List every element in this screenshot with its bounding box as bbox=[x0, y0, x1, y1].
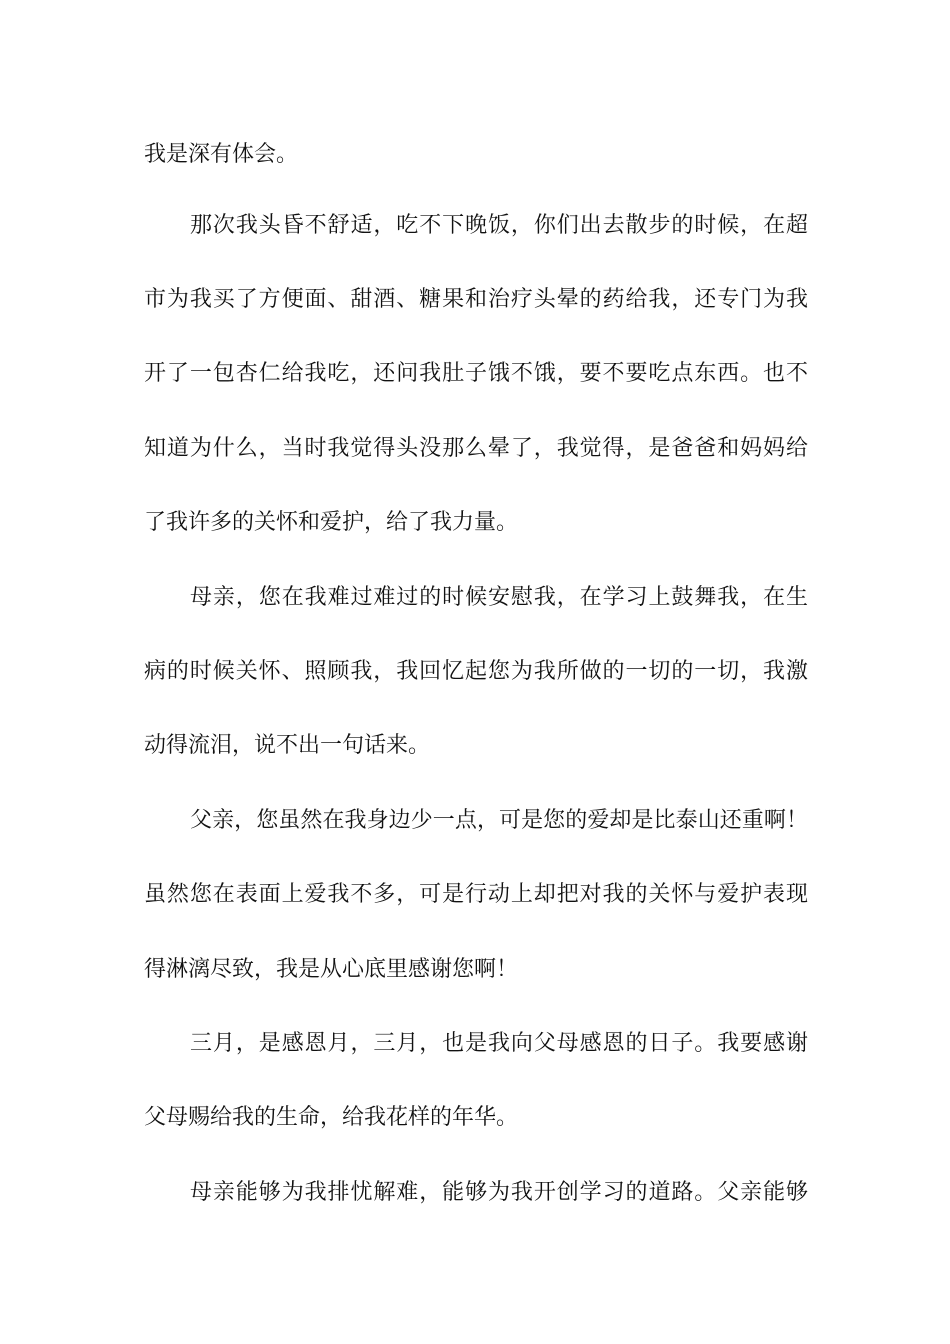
text-line: 病的时候关怀、照顾我，我回忆起您为我所做的一切的一切，我激 bbox=[144, 659, 808, 684]
paragraph-first-line: 母亲能够为我排忧解难，能够为我开创学习的道路。父亲能够 bbox=[190, 1180, 808, 1205]
text-line: 市为我买了方便面、甜酒、糖果和治疗头晕的药给我，还专门为我 bbox=[144, 287, 808, 312]
paragraph-first-line: 父亲，您虽然在我身边少一点，可是您的爱却是比泰山还重啊！ bbox=[190, 808, 808, 833]
text-line: 了我许多的关怀和爱护，给了我力量。 bbox=[144, 510, 519, 535]
paragraph-first-line: 母亲，您在我难过难过的时候安慰我，在学习上鼓舞我，在生 bbox=[190, 585, 808, 610]
text-line: 父母赐给我的生命，给我花样的年华。 bbox=[144, 1105, 519, 1130]
text-line: 知道为什么，当时我觉得头没那么晕了，我觉得，是爸爸和妈妈给 bbox=[144, 436, 808, 461]
paragraph-first-line: 那次我头昏不舒适，吃不下晚饭，你们出去散步的时候，在超 bbox=[190, 213, 808, 238]
text-line: 虽然您在表面上爱我不多，可是行动上却把对我的关怀与爱护表现 bbox=[144, 882, 808, 907]
text-line: 开了一包杏仁给我吃，还问我肚子饿不饿，要不要吃点东西。也不 bbox=[144, 361, 808, 386]
text-line: 得淋漓尽致，我是从心底里感谢您啊！ bbox=[144, 957, 519, 982]
paragraph-first-line: 三月，是感恩月，三月，也是我向父母感恩的日子。我要感谢 bbox=[190, 1031, 808, 1056]
text-line: 我是深有体会。 bbox=[144, 142, 299, 167]
text-line: 动得流泪，说不出一句话来。 bbox=[144, 733, 431, 758]
